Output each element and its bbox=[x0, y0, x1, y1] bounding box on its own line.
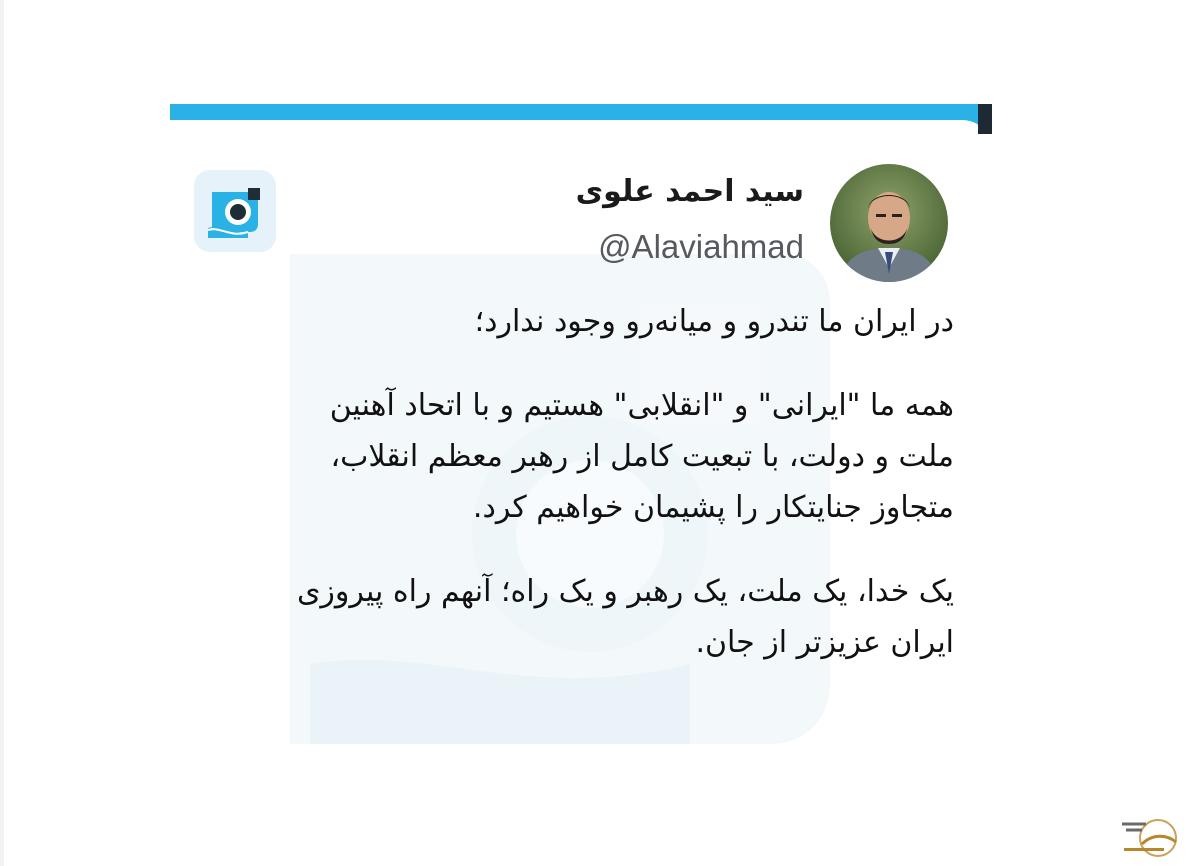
tweet-line: متجاوز جنایتکار را پشیمان خواهیم کرد. bbox=[472, 490, 954, 525]
blue-bird-app-icon bbox=[194, 170, 276, 252]
tweet-paragraph-2 bbox=[184, 380, 954, 533]
tweet-paragraph-1 bbox=[184, 296, 954, 347]
tweet-line: ایران عزیزتر از جان. bbox=[695, 625, 954, 660]
avatar-portrait-icon bbox=[830, 164, 948, 282]
news-site-logo-icon bbox=[1116, 814, 1180, 858]
user-handle[interactable]: @Alaviahmad bbox=[598, 228, 804, 265]
tweet-header bbox=[170, 162, 992, 292]
app-icon[interactable] bbox=[194, 170, 276, 252]
tweet-line: در ایران ما تندرو و میانه‌رو وجود ندارد؛ bbox=[474, 304, 954, 339]
news-site-logo bbox=[1116, 814, 1180, 858]
tweet-line: ملت و دولت، با تبعیت کامل از رهبر معظم انقلاب، bbox=[330, 439, 954, 474]
left-edge-strip bbox=[0, 0, 4, 866]
tweet-card bbox=[170, 104, 992, 746]
tweet-line: همه ما "ایرانی" و "انقلابی" هستیم و با اتحاد آهنین bbox=[329, 388, 954, 423]
display-name[interactable]: سید احمد علوی bbox=[575, 174, 804, 209]
tweet-line: یک خدا، یک ملت، یک رهبر و یک راه؛ آنهم راه پیروزی bbox=[296, 574, 954, 609]
profile-avatar[interactable] bbox=[830, 164, 948, 282]
tweet-text bbox=[184, 296, 954, 701]
tweet-paragraph-3 bbox=[184, 566, 954, 668]
